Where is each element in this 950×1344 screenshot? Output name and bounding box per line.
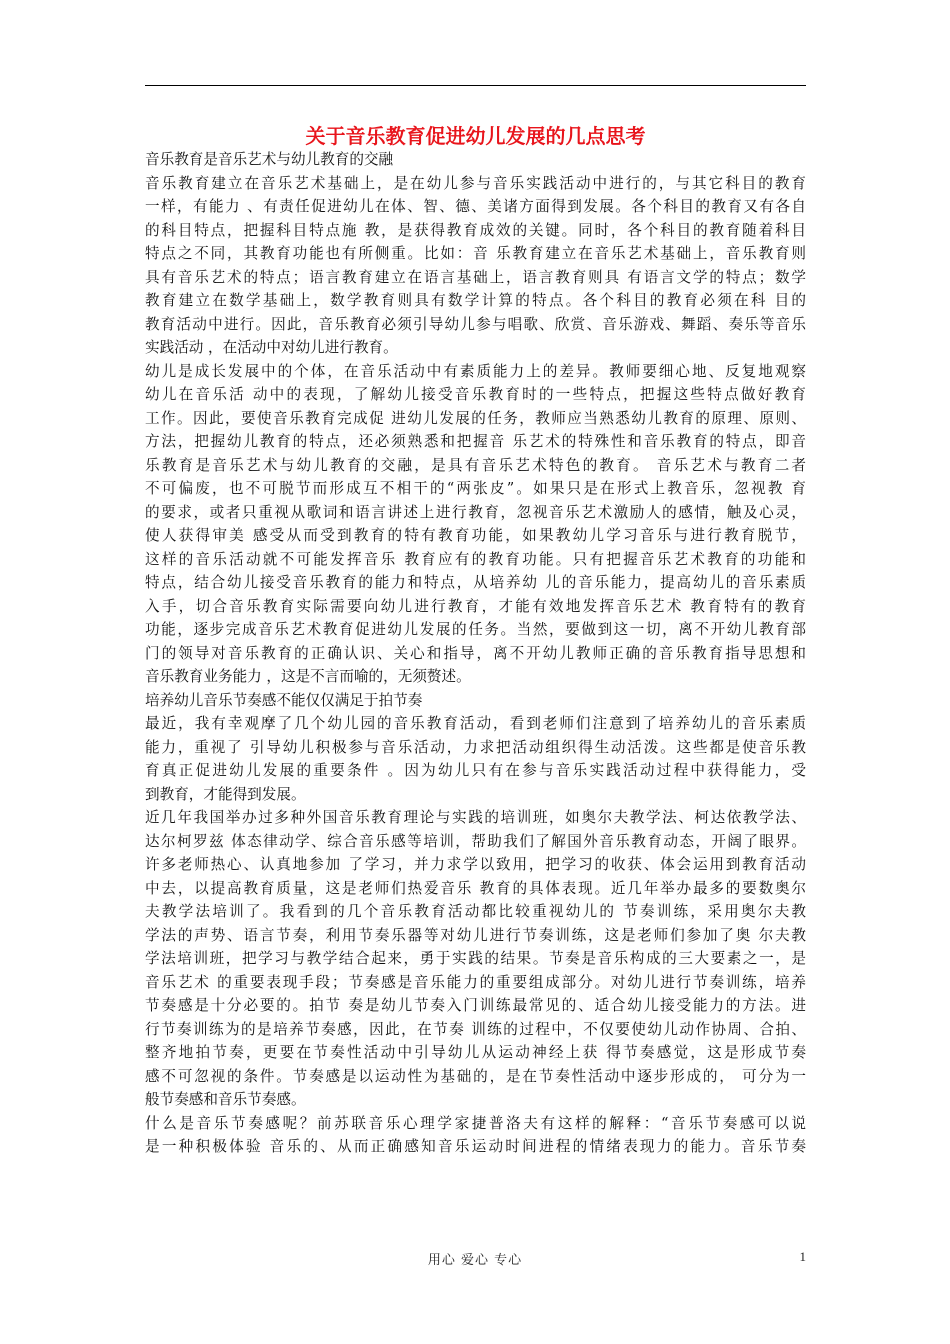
text-line: 夫教学法培训了。我看到的几个音乐教育活动都比较重视幼儿的 节奏训练，采用奥尔夫教 — [145, 903, 806, 920]
text-line: 近几年我国举办过多种外国音乐教育理论与实践的培训班，如奥尔夫教学法、柯达依教学法、 — [145, 809, 806, 826]
text-line: 能力，重视了 引导幼儿积极参与音乐活动，力求把活动组织得生动活泼。这些都是使音乐教 — [145, 738, 806, 756]
text-line: 入手，切合音乐教育实际需要向幼儿进行教育，才能有效地发挥音乐艺术 教育特有的教育 — [145, 597, 806, 615]
text-line: 许多老师热心、认真地参加 了学习，并力求学以致用，把学习的收获、体会运用到教育活动 — [145, 856, 806, 873]
text-line: 方法，把握幼儿教育的特点，还必须熟悉和把握音 乐艺术的特殊性和音乐教育的特点，即音 — [145, 433, 806, 450]
text-line: 到教育，才能得到发展。 — [145, 785, 306, 803]
text-line: 中去，以提高教育质量，这是老师们热爱音乐 教育的具体表现。近几年举办最多的要数奥尔 — [145, 879, 806, 897]
text-line: 最近，我有幸观摩了几个幼儿园的音乐教育活动，看到老师们注意到了培养幼儿的音乐素质 — [145, 715, 806, 732]
text-line: 育真正促进幼儿发展的重要条件 。因为幼儿只有在参与音乐实践活动过程中获得能力，受 — [145, 762, 806, 779]
text-line: 的科目特点，把握科目特点施 教，是获得教育成效的关键。同时，各个科目的教育随着科目 — [145, 221, 806, 239]
text-line: 节奏感是十分必要的。拍节 奏是幼儿节奏入门训练最常见的、适合幼儿接受能力的方法。进 — [145, 997, 806, 1014]
text-line: 门的领导对音乐教育的正确认识、关心和指导，离不开幼儿教师正确的音乐教育指导思想和 — [145, 644, 806, 662]
text-line: 特点之不同，其教育功能也有所侧重。比如：音 乐教育建立在音乐艺术基础上，音乐教育则 — [145, 245, 806, 262]
footer-motto: 用心 爱心 专心 — [427, 1253, 523, 1268]
document-body — [145, 148, 806, 1159]
text-line: 行节奏训练为的是培养节奏感，因此，在节奏 训练的过程中，不仅要使幼儿动作协周、合拍、 — [145, 1020, 806, 1038]
text-line: 使人获得审美 感受从而受到教育的特有教育功能，如果教幼儿学习音乐与进行教育脱节， — [145, 527, 806, 544]
text-line: 音乐教育建立在音乐艺术基础上，是在幼儿参与音乐实践活动中进行的，与其它科目的教育 — [145, 174, 806, 192]
text-line: 乐教育是音乐艺术与幼儿教育的交融，是具有音乐艺术特色的教育。 音乐艺术与教育二者 — [145, 456, 806, 474]
text-line: 具有音乐艺术的特点；语言教育建立在语言基础上，语言教育则具 有语言文学的特点；数学 — [145, 268, 806, 286]
text-line: 幼儿在音乐活 动中的表现，了解幼儿接受音乐教育时的一些特点，把握这些特点做好教育 — [145, 386, 806, 403]
document-title: 关于音乐教育促进幼儿发展的几点思考 — [305, 124, 646, 148]
text-line: 特点，结合幼儿接受音乐教育的能力和特点，从培养幼 儿的音乐能力，提高幼儿的音乐素质 — [145, 574, 806, 591]
text-line: 这样的音乐活动就不可能发挥音乐 教育应有的教育功能。只有把握音乐艺术教育的功能和 — [145, 550, 806, 568]
header-rule — [145, 85, 806, 86]
text-line: 音乐教育是音乐艺术与幼儿教育的交融 — [145, 151, 394, 168]
text-line: 音乐艺术 的重要表现手段；节奏感是音乐能力的重要组成部分。对幼儿进行节奏训练，培养 — [145, 973, 806, 991]
text-line: 般节奏感和音乐节奏感。 — [145, 1091, 306, 1108]
text-line: 实践活动 ，在活动中对幼儿进行教育。 — [145, 339, 398, 356]
text-line: 是一种积极体验 音乐的、从而正确感知音乐运动时间进程的情绪表现力的能力。音乐节奏 — [145, 1138, 806, 1155]
text-line: 一样，有能力 、有责任促进幼儿在体、智、德、美诸方面得到发展。各个科目的教育又有各自 — [145, 198, 806, 215]
text-line: 幼儿是成长发展中的个体，在音乐活动中有素质能力上的差异。教师要细心地、反复地观察 — [145, 362, 806, 380]
text-line: 学法的声势、语言节奏，利用节奏乐器等对幼儿进行节奏训练，这是老师们参加了奥 尔夫教 — [145, 926, 806, 944]
text-line: 学法培训班，把学习与教学结合起来，勇于实践的结果。节奏是音乐构成的三大要素之一，是 — [145, 950, 806, 967]
page-number: 1 — [799, 1249, 806, 1264]
text-line: 整齐地拍节奏，更要在节奏性活动中引导幼儿从运动神经上获 得节奏感觉，这是形成节奏 — [145, 1044, 806, 1061]
text-line: 功能，逐步完成音乐艺术教育促进幼儿发展的任务。当然，要做到这一切，离不开幼儿教育部 — [145, 621, 806, 638]
text-line: 音乐教育业务能力 ，这是不言而喻的，无须赘述。 — [145, 668, 471, 685]
text-line: 感不可忽视的条件。节奏感是以运动性为基础的，是在节奏性活动中逐步形成的， 可分为一 — [145, 1067, 806, 1085]
text-line: 工作。因此，要使音乐教育完成促 进幼儿发展的任务，教师应当熟悉幼儿教育的原理、原则、 — [145, 409, 806, 427]
text-line: 不可偏废，也不可脱节而形成互不相干的“两张皮”。如果只是在形式上教音乐，忽视教 育 — [145, 480, 806, 497]
text-line: 什么是音乐节奏感呢？前苏联音乐心理学家捷普洛夫有这样的解释：“音乐节奏感可以说 — [145, 1114, 806, 1132]
text-line: 教育活动中进行。因此，音乐教育必须引导幼儿参与唱歌、欣赏、音乐游戏、舞蹈、奏乐等音乐 — [145, 315, 806, 333]
text-line: 教育建立在数学基础上，数学教育则具有数学计算的特点。各个科目的教育必须在科 目的 — [145, 292, 806, 309]
text-line: 的要求，或者只重视从歌词和语言讲述上进行教育，忽视音乐艺术激励人的感情，触及心灵， — [145, 503, 806, 521]
text-line: 达尔柯罗兹 体态律动学、综合音乐感等培训，帮助我们了解国外音乐教育动态，开阔了眼界。 — [145, 832, 806, 850]
text-line: 培养幼儿音乐节奏感不能仅仅满足于拍节奏 — [145, 691, 423, 709]
